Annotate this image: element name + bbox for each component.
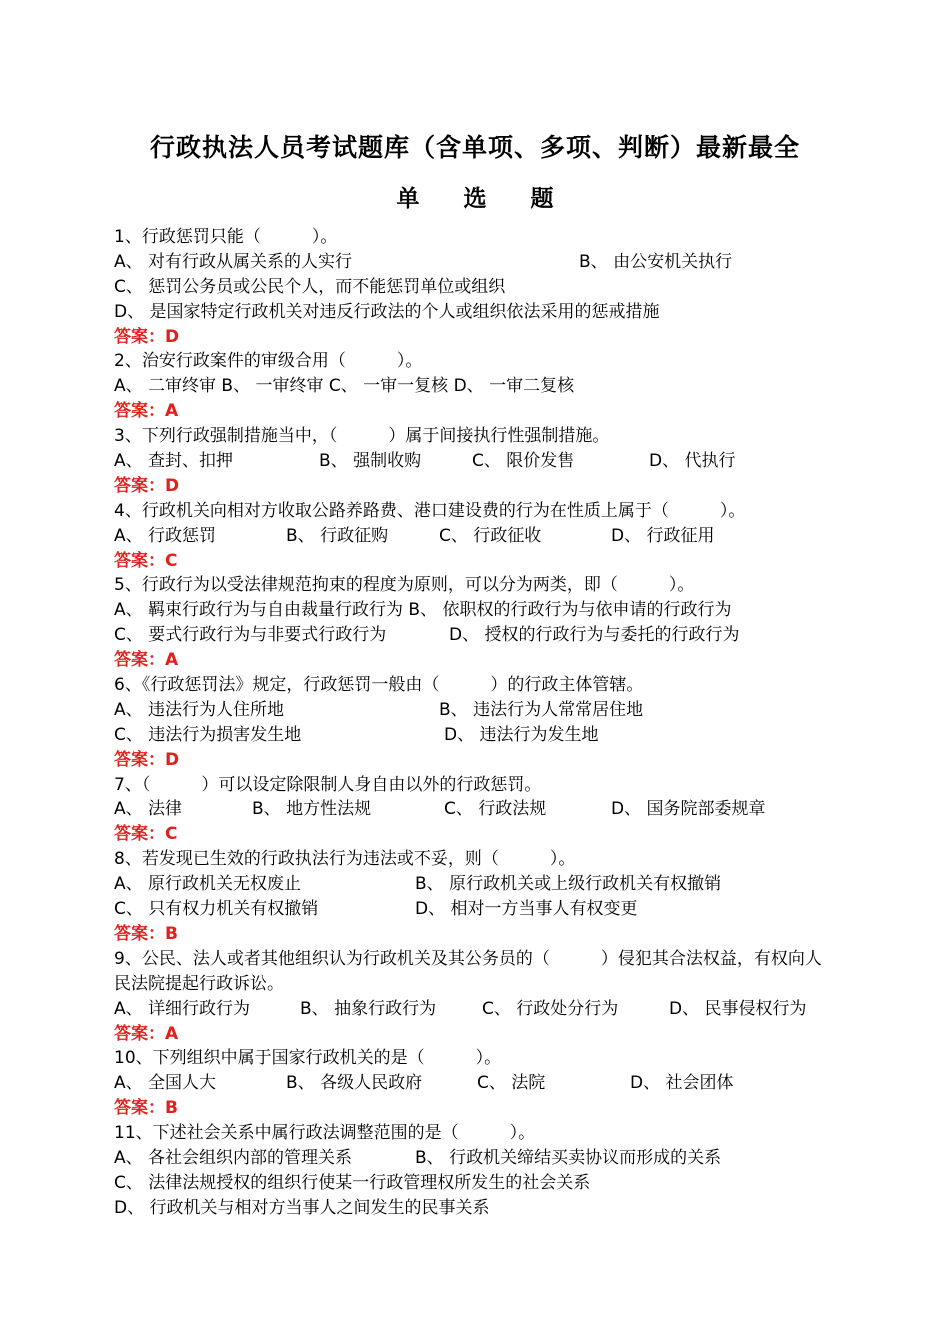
option: D、 相对一方当事人有权变更 bbox=[415, 899, 638, 920]
option: B、 行政机关缔结买卖协议而形成的关系 bbox=[415, 1147, 722, 1168]
answer: 答案：C bbox=[114, 824, 178, 845]
option: D、 国务院部委规章 bbox=[611, 799, 766, 820]
option: A、 行政惩罚 bbox=[114, 525, 217, 546]
option: C、 限价发售 bbox=[472, 451, 575, 472]
option-row bbox=[114, 698, 834, 723]
option-row bbox=[114, 250, 834, 275]
option: C、 要式行政行为与非要式行政行为 bbox=[114, 625, 387, 646]
option: A、 原行政机关无权废止 bbox=[114, 874, 302, 895]
question-stem: 3、下列行政强制措施当中，（ ）属于间接执行性强制措施。 bbox=[114, 426, 610, 447]
option: D、 民事侵权行为 bbox=[669, 998, 807, 1019]
option: A、 违法行为人住所地 bbox=[114, 699, 285, 720]
question-stem: 11、下述社会关系中属行政法调整范围的是（ ）。 bbox=[114, 1123, 536, 1144]
answer: 答案：A bbox=[114, 1023, 179, 1044]
option: B、 行政征购 bbox=[286, 525, 389, 546]
option-row bbox=[114, 997, 834, 1022]
question-list bbox=[114, 225, 834, 1221]
answer: 答案：A bbox=[114, 650, 179, 671]
option-row bbox=[114, 524, 834, 549]
option: B、 由公安机关执行 bbox=[579, 251, 733, 272]
option: D、 社会团体 bbox=[630, 1073, 734, 1094]
answer: 答案：B bbox=[114, 923, 178, 944]
option: C、 违法行为损害发生地 bbox=[114, 724, 302, 745]
question-stem: 1、行政惩罚只能（ ）。 bbox=[114, 227, 338, 247]
answer: 答案：D bbox=[114, 326, 180, 347]
option: D、 行政机关与相对方当事人之间发生的民事关系 bbox=[114, 1197, 490, 1218]
option: D、 行政征用 bbox=[611, 525, 715, 546]
option-row bbox=[114, 797, 834, 822]
option: A、 羁束行政行为与自由裁量行政行为 B、 依职权的行政行为与依申请的行政行为 bbox=[114, 600, 732, 621]
question-stem: 7、（ ）可以设定除限制人身自由以外的行政惩罚。 bbox=[114, 774, 542, 795]
question-stem: 10、下列组织中属于国家行政机关的是（ ）。 bbox=[114, 1048, 502, 1069]
option: D、 代执行 bbox=[649, 451, 736, 472]
option-row bbox=[114, 723, 834, 748]
question-stem: 8、若发现已生效的行政执法行为违法或不妥，则（ ）。 bbox=[114, 849, 576, 870]
question-stem: 6、《行政惩罚法》规定，行政惩罚一般由（ ）的行政主体管辖。 bbox=[114, 675, 644, 696]
option: C、 法律法规授权的组织行使某一行政管理权所发生的社会关系 bbox=[114, 1172, 591, 1193]
option: C、 法院 bbox=[477, 1073, 546, 1094]
option: A、 详细行政行为 bbox=[114, 998, 251, 1019]
option: D、 违法行为发生地 bbox=[444, 724, 599, 745]
question-stem: 5、行政行为以受法律规范拘束的程度为原则，可以分为两类，即（ ）。 bbox=[114, 575, 695, 596]
answer: 答案：A bbox=[114, 401, 179, 422]
question-stem: 9、公民、法人或者其他组织认为行政机关及其公务员的（ ）侵犯其合法权益，有权向人民法院提起行政诉讼。 bbox=[114, 948, 822, 994]
option: B、 抽象行政行为 bbox=[300, 998, 437, 1019]
option: C、 行政处分行为 bbox=[482, 998, 619, 1019]
section-title: 单 选 题 bbox=[396, 186, 572, 212]
option-row bbox=[114, 1146, 834, 1171]
option: A、 法律 bbox=[114, 799, 183, 820]
answer: 答案：C bbox=[114, 550, 178, 571]
option: B、 强制收购 bbox=[319, 451, 422, 472]
option: B、 各级人民政府 bbox=[286, 1073, 423, 1094]
answer: 答案：D bbox=[114, 475, 180, 496]
option: D、 授权的行政行为与委托的行政行为 bbox=[449, 625, 740, 646]
option: A、 二审终审 B、 一审终审 C、 一审一复核 D、 一审二复核 bbox=[114, 376, 575, 397]
option: B、 地方性法规 bbox=[252, 799, 372, 820]
option-row bbox=[114, 872, 834, 897]
document-title: 行政执法人员考试题库（含单项、多项、判断）最新最全 bbox=[149, 133, 800, 162]
option: C、 行政征收 bbox=[439, 525, 542, 546]
option: A、 全国人大 bbox=[114, 1073, 217, 1094]
option: A、 对有行政从属关系的人实行 bbox=[114, 251, 353, 272]
option: A、 查封、扣押 bbox=[114, 451, 234, 472]
option-row bbox=[114, 449, 834, 474]
option-row bbox=[114, 623, 834, 648]
answer: 答案：B bbox=[114, 1098, 178, 1119]
option: A、 各社会组织内部的管理关系 bbox=[114, 1147, 353, 1168]
option-row bbox=[114, 1071, 834, 1096]
question-stem: 4、行政机关向相对方收取公路养路费、港口建设费的行为在性质上属于（ ）。 bbox=[114, 500, 746, 521]
option: C、 惩罚公务员或公民个人，而不能惩罚单位或组织 bbox=[114, 276, 506, 297]
option: B、 原行政机关或上级行政机关有权撤销 bbox=[415, 874, 722, 895]
question-stem: 2、治安行政案件的审级合用（ ）。 bbox=[114, 351, 423, 372]
option: C、 只有权力机关有权撤销 bbox=[114, 899, 319, 920]
option-row bbox=[114, 897, 834, 922]
answer: 答案：D bbox=[114, 749, 180, 770]
option: C、 行政法规 bbox=[444, 799, 547, 820]
option: D、 是国家特定行政机关对违反行政法的个人或组织依法采用的惩戒措施 bbox=[114, 301, 660, 322]
option: B、 违法行为人常常居住地 bbox=[439, 699, 644, 720]
